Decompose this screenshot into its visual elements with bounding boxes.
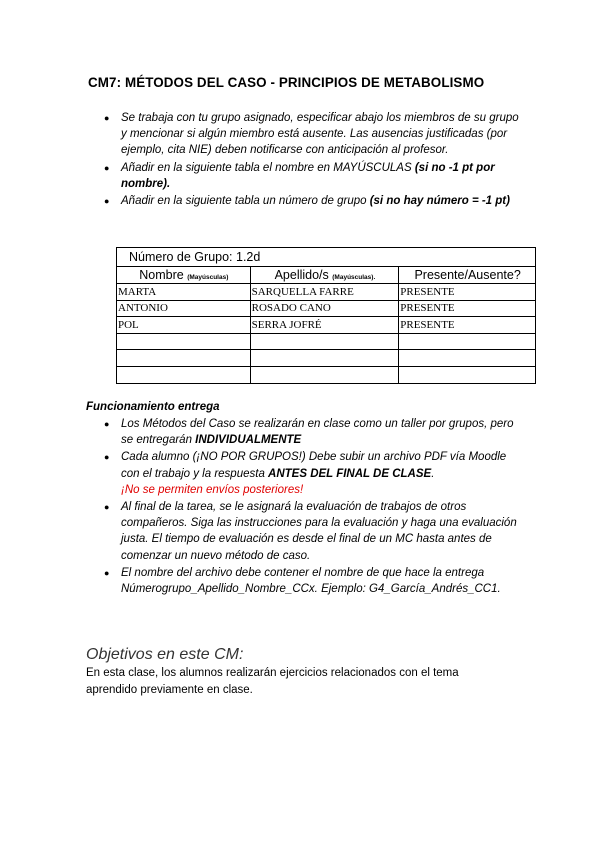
cell-apellidos[interactable] [250, 333, 399, 350]
table-row [117, 284, 536, 301]
warning-text: ¡No se permiten envíos posteriores! [121, 483, 304, 496]
table-row [117, 350, 536, 367]
cell-presente[interactable] [399, 350, 536, 367]
cell-nombre[interactable] [117, 333, 251, 350]
cell-nombre[interactable] [117, 366, 251, 383]
table-row [117, 366, 536, 383]
group-number-cell[interactable]: Número de Grupo: 1.2d [117, 248, 536, 267]
cell-apellidos[interactable]: SERRA JOFRÉ [250, 317, 399, 334]
page-title: CM7: MÉTODOS DEL CASO - PRINCIPIOS DE METABOLISMO [88, 75, 485, 90]
list-item [104, 193, 524, 209]
table-row [117, 333, 536, 350]
cell-presente[interactable] [399, 333, 536, 350]
cell-nombre[interactable] [117, 350, 251, 367]
table-row [117, 317, 536, 334]
cell-apellidos[interactable]: SARQUELLA FARRE [250, 284, 399, 301]
header-presente: Presente/Ausente? [399, 267, 536, 284]
intro-bullet-list [104, 110, 524, 210]
group-members-table [116, 247, 536, 384]
list-item: ● El nombre del archivo debe contener el nombre de que hace la entrega Númerogrupo_Apellido_Nombre_CCx. Ejemplo: G4_García_Andrés_CC1. [104, 565, 524, 597]
delivery-bullet-list [104, 416, 524, 598]
objectives-heading: Objetivos en este CM: [86, 646, 244, 663]
cell-apellidos[interactable] [250, 366, 399, 383]
cell-nombre[interactable]: POL [117, 317, 251, 334]
bullet-penalty: (si no -1 pt por nombre). [121, 161, 495, 190]
table-header-row [117, 267, 536, 284]
emphasis-text: ANTES DEL FINAL DE CLASE [268, 467, 432, 480]
bullet-penalty: (si no hay número = -1 pt) [369, 195, 510, 208]
cell-nombre[interactable]: MARTA [117, 284, 251, 301]
cell-presente[interactable] [399, 366, 536, 383]
cell-apellidos[interactable]: ROSADO CANO [250, 300, 399, 317]
table-row [117, 300, 536, 317]
cell-presente[interactable]: PRESENTE [399, 300, 536, 317]
list-item [104, 110, 524, 159]
list-item: ● Cada alumno (¡NO POR GRUPOS!) Debe subir un archivo PDF vía Moodle con el trabajo y la respuesta ANTES DEL FINAL DE CLASE. ¡No se permiten envíos posteriores! [104, 449, 524, 498]
list-item: ● Los Métodos del Caso se realizarán en clase como un taller por grupos, pero se entregarán INDIVIDUALMENTE [104, 416, 524, 448]
objectives-text: En esta clase, los alumnos realizarán ejercicios relacionados con el tema aprendido previamente en clase. [86, 667, 459, 696]
list-item [104, 160, 524, 192]
header-apellidos: Apellido/s (Mayúsculas). [250, 267, 399, 284]
cell-nombre[interactable]: ANTONIO [117, 300, 251, 317]
bullet-text: Añadir en la siguiente tabla un número de grupo [121, 195, 370, 208]
bullet-text: Se trabaja con tu grupo asignado, especificar abajo los miembros de su grupo y mencionar si algún miembro está ausente. Las ausencias justificadas (por ejemplo, cita NIE) deben notificarse con anticipación al profesor. [121, 112, 519, 157]
cell-presente[interactable]: PRESENTE [399, 284, 536, 301]
header-nombre: Nombre (Mayúsculas) [117, 267, 251, 284]
cell-apellidos[interactable] [250, 350, 399, 367]
emphasis-text: INDIVIDUALMENTE [195, 434, 302, 447]
bullet-text: Añadir en la siguiente tabla el nombre en MAYÚSCULAS [121, 161, 415, 174]
cell-presente[interactable]: PRESENTE [399, 317, 536, 334]
list-item: ● Al final de la tarea, se le asignará la evaluación de trabajos de otros compañeros. Siga las instrucciones para la evaluación y haga una evaluación justa. El tiempo de evaluación es desde el final de un MC hasta antes de comenzar un nuevo método de caso. [104, 499, 524, 564]
delivery-heading: Funcionamiento entrega [86, 401, 220, 413]
